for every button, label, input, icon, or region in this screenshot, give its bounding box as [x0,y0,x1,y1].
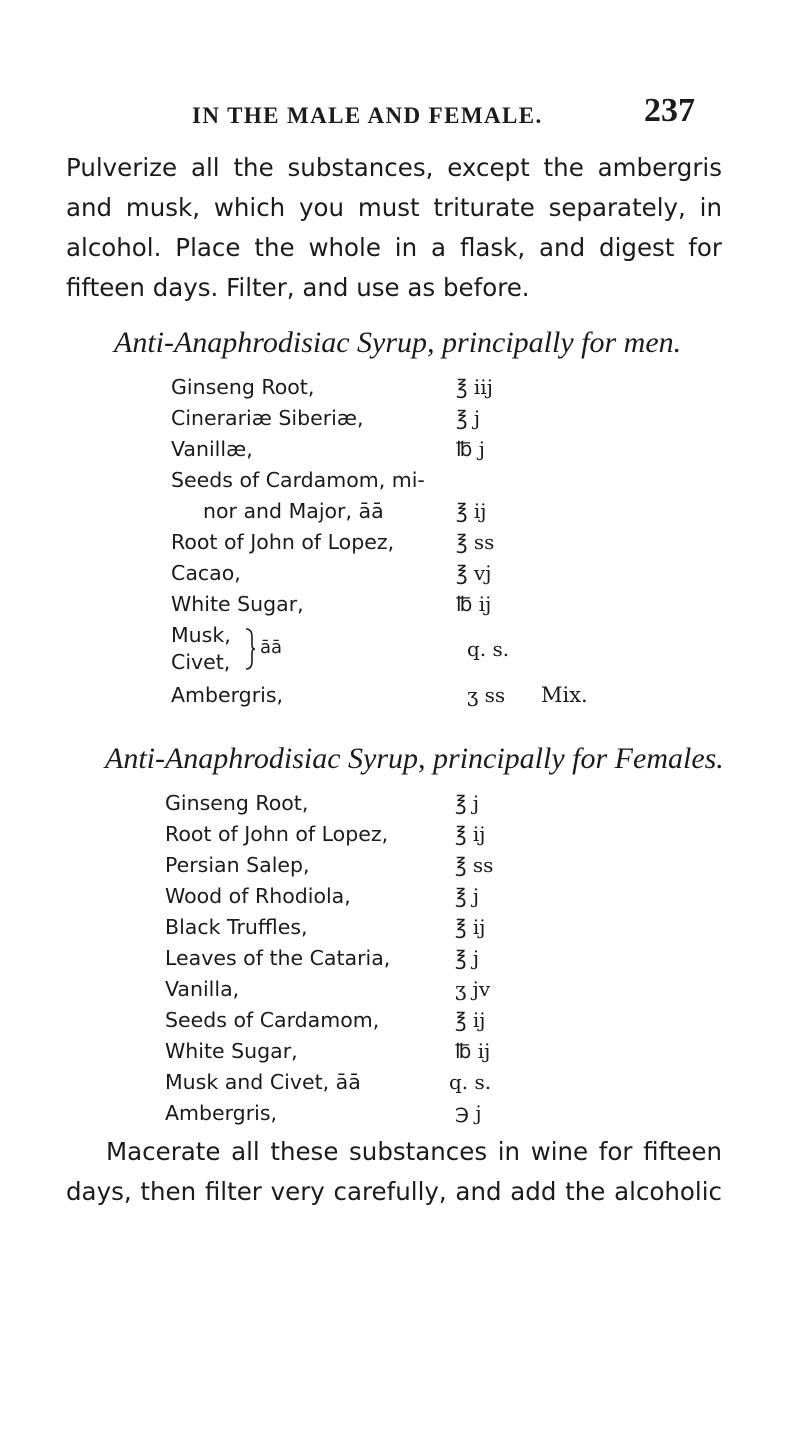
ingredient-name: Vanillæ, [171,437,253,461]
ingredient-name: Vanilla, [165,977,240,1001]
ingredient-quantity: ℥ j [455,791,480,815]
mix-instruction: Mix. [541,683,588,707]
ingredient-quantity: ℈ j [455,1101,482,1125]
ingredient-name: Ambergris, [171,683,284,707]
ingredient-name: Wood of Rhodiola, [165,884,351,908]
ingredient-quantity: ℥ j [456,406,481,430]
ingredient-quantity: ℔ ij [456,592,492,616]
page-number: 237 [644,92,695,129]
ingredient-name: Civet, [171,650,231,674]
intro-line: Pulverize all the substances, except the ambergris [66,153,722,182]
ingredient-name: nor and Major, āā [203,499,384,523]
ingredient-name: White Sugar, [165,1039,298,1063]
ingredient-quantity: ℥ ss [455,853,494,877]
intro-line: fifteen days. Filter, and use as before. [66,273,530,302]
ingredient-quantity: ℥ vj [456,561,492,585]
ingredient-quantity: ℥ ss [456,530,495,554]
ingredient-name: Ginseng Root, [171,375,315,399]
recipe-women-title: Anti-Anaphrodisiac Syrup, principally for Females. [105,742,724,775]
ingredient-quantity: q. s. [449,1070,492,1094]
ingredient-quantity: ℔ j [456,437,485,461]
ingredient-name: Seeds of Cardamom, [165,1008,380,1032]
ingredient-quantity: ℥ ij [455,1008,486,1032]
ingredient-name: Ambergris, [165,1101,278,1125]
ingredient-name: Cinerariæ Siberiæ, [171,406,364,430]
intro-line: alcohol. Place the whole in a flask, and digest for [66,233,722,262]
ingredient-quantity: q. s. [467,637,510,661]
brace-label: āā [260,637,283,658]
recipe-men-title: Anti-Anaphrodisiac Syrup, principally for men. [114,326,682,359]
closing-line: days, then filter very carefully, and add the alcoholic [66,1177,722,1206]
running-title: IN THE MALE AND FEMALE. [192,103,543,128]
ingredient-name: Leaves of the Cataria, [165,946,391,970]
ingredient-name: Black Truffles, [165,915,308,939]
ingredient-quantity: ℥ ij [455,915,486,939]
ingredient-quantity: ℥ j [455,946,480,970]
ingredient-name: Ginseng Root, [165,791,309,815]
ingredient-name: Musk, [171,623,231,647]
intro-line: and musk, which you must triturate separately, in [66,193,722,222]
ingredient-quantity: ʒ jv [455,977,491,1001]
ingredient-name: White Sugar, [171,592,304,616]
ingredient-quantity: ℔ ij [455,1039,491,1063]
ingredient-name: Root of John of Lopez, [165,822,389,846]
ingredient-quantity: ℥ j [455,884,480,908]
closing-line: Macerate all these substances in wine for fifteen [106,1137,722,1166]
ingredient-name: Persian Salep, [165,853,310,877]
ingredient-quantity: ℥ ij [456,499,487,523]
ingredient-quantity: ʒ ss [467,683,506,707]
ingredient-name: Root of John of Lopez, [171,530,395,554]
ingredient-quantity: ℥ ij [455,822,486,846]
brace-icon [244,627,256,671]
ingredient-name: Seeds of Cardamom, mi- [171,468,425,492]
ingredient-name: Musk and Civet, āā [165,1070,361,1094]
ingredient-name: Cacao, [171,561,241,585]
ingredient-quantity: ℥ iij [456,375,493,399]
